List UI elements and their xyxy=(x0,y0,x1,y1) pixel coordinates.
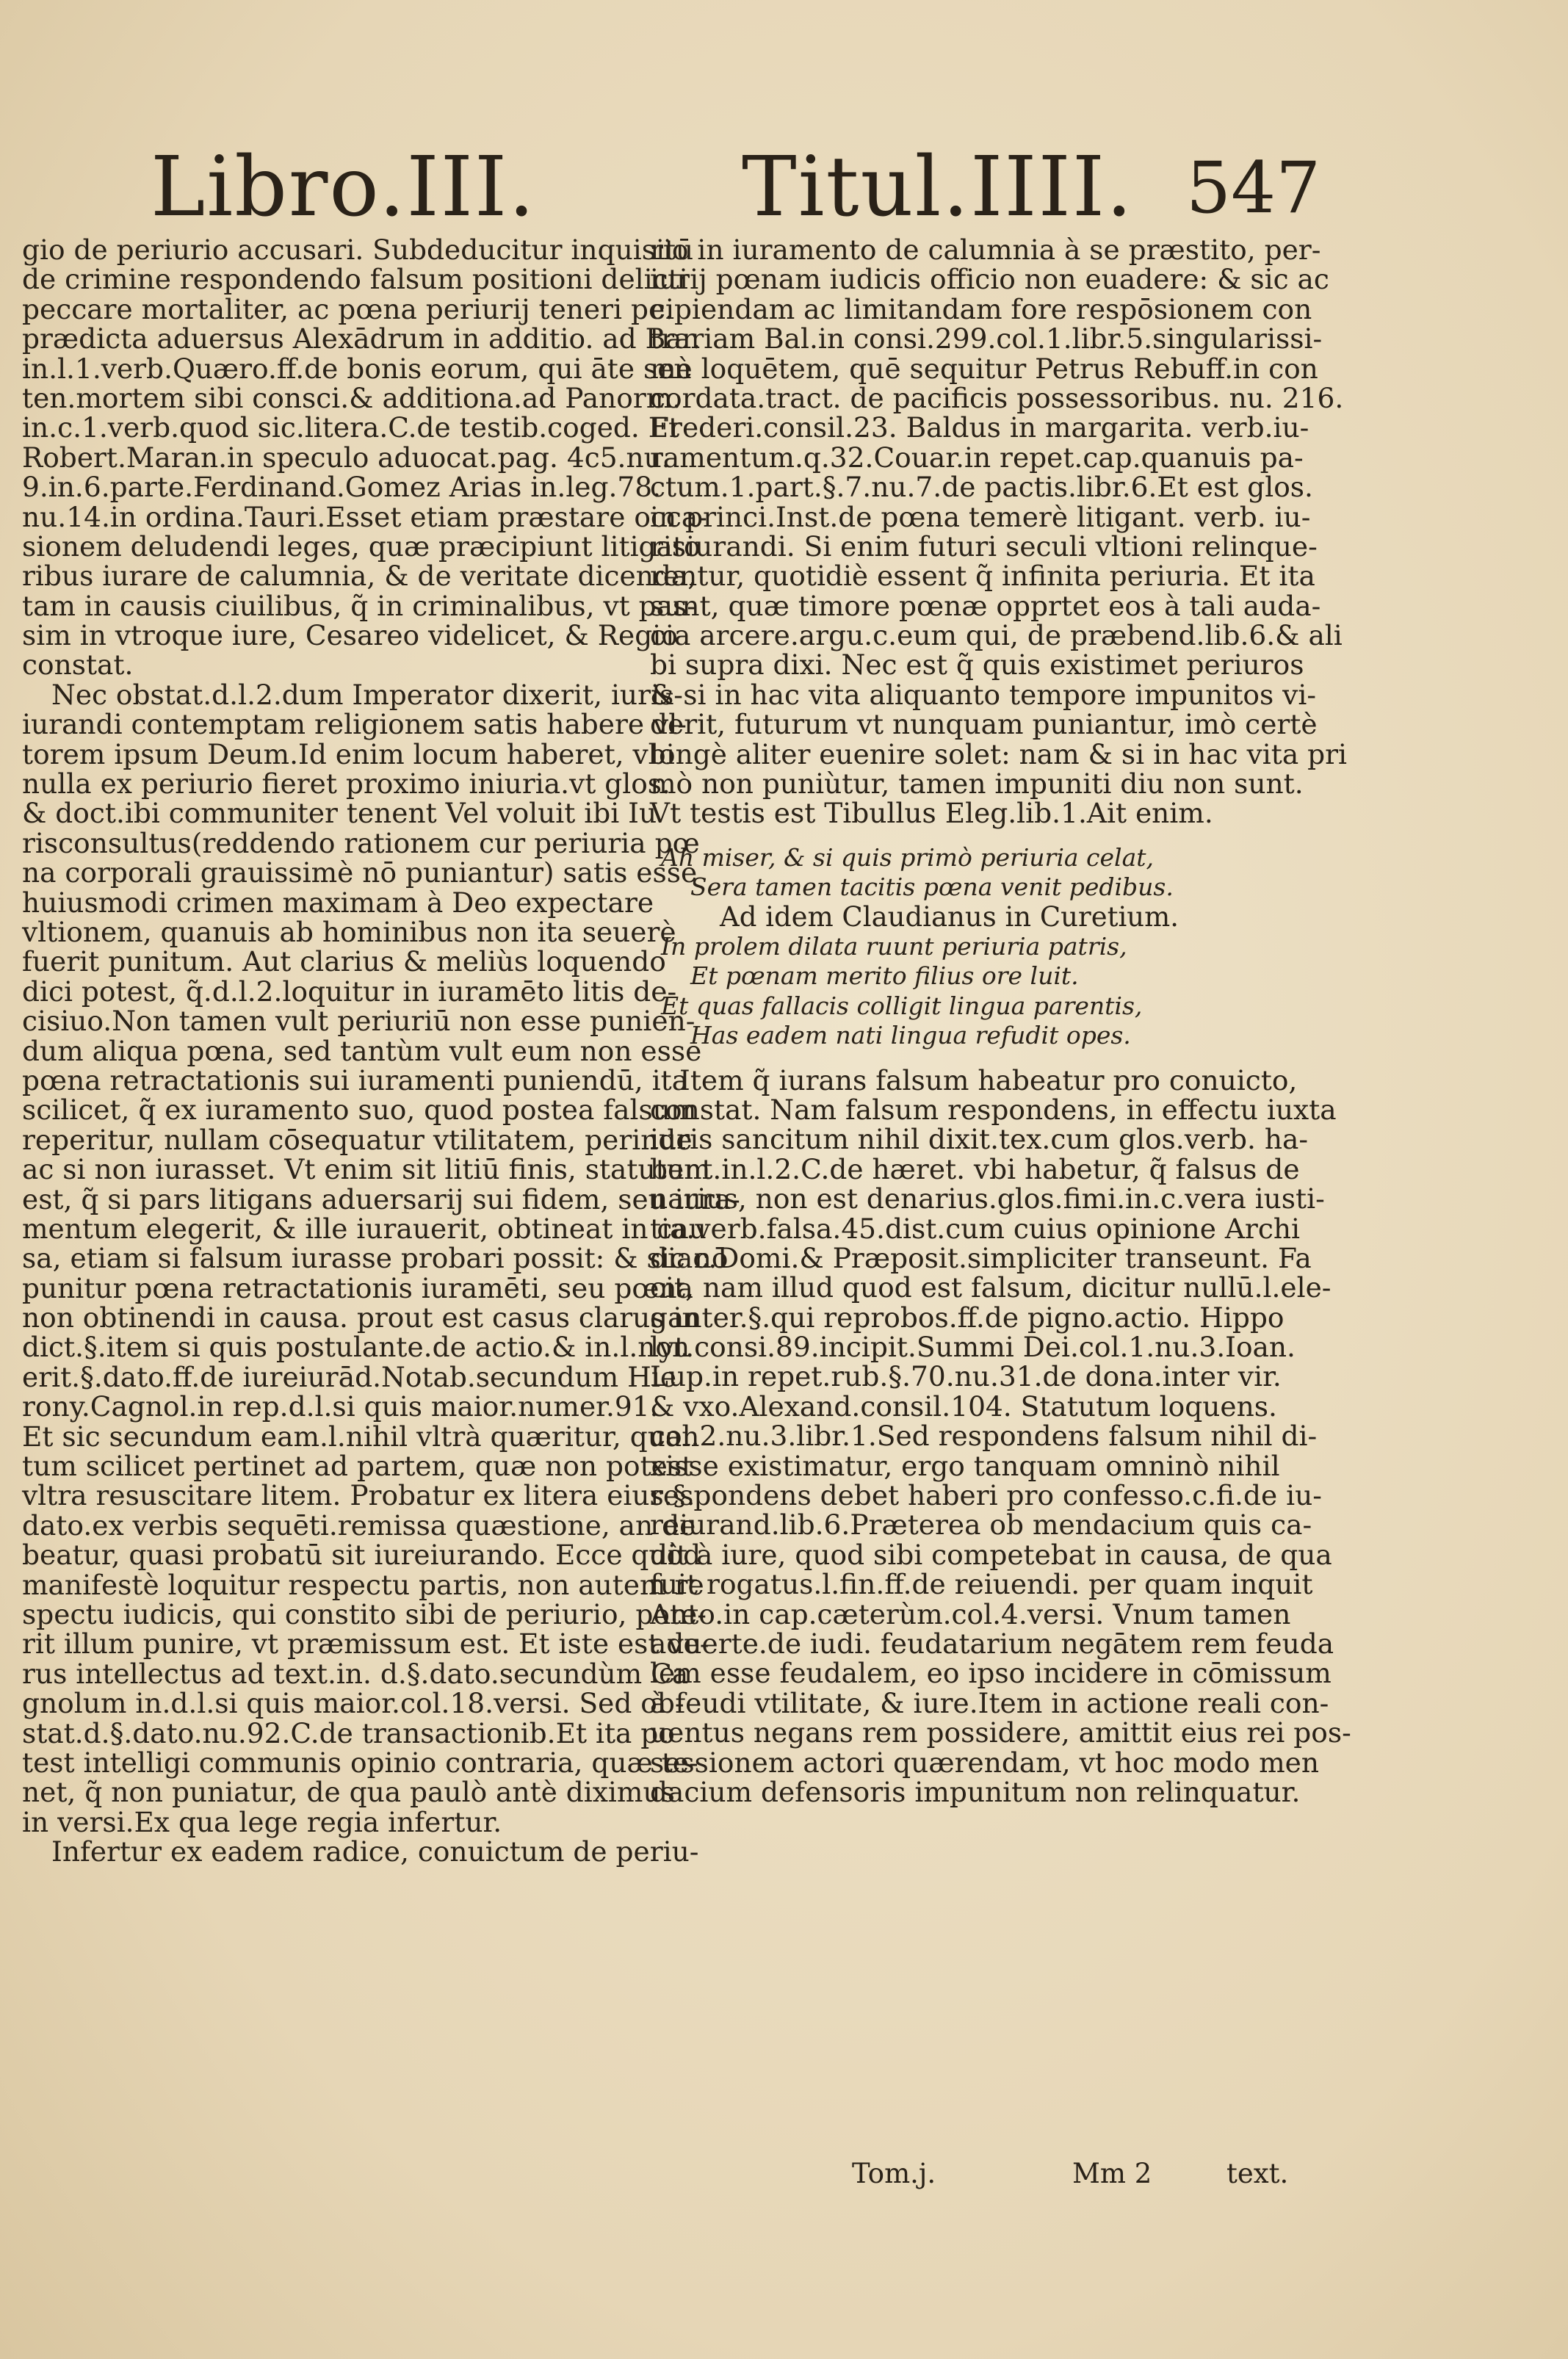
text-line: & si in hac vita aliquanto tempore impunitos vi- xyxy=(650,678,1317,711)
text-line: vltionem, quanuis ab hominibus non ita seuerè xyxy=(22,915,676,948)
header-book-number: Libro.III. xyxy=(151,140,536,235)
text-line: bent.in.l.2.C.de hæret. vbi habetur, q̃ falsus de xyxy=(650,1152,1300,1185)
text-line: ganter.§.qui reprobos.ff.de pigno.actio. Hippo xyxy=(650,1301,1285,1334)
right-text-column xyxy=(650,234,1351,1808)
text-line: risconsultus(reddendo rationem cur periuria pœ xyxy=(22,826,700,859)
text-line: narius, non est denarius.glos.fimi.in.c.vera iusti- xyxy=(650,1182,1325,1215)
text-line: manifestè loquitur respectu partis, non autem re xyxy=(22,1568,704,1601)
text-line: dum aliqua pœna, sed tantùm vult eum non esse xyxy=(22,1034,702,1067)
text-line: Et sic secundum eam.l.nihil vltrà quæritur, quan xyxy=(22,1420,700,1453)
right-paragraph-a xyxy=(650,234,1348,830)
text-line: uentus negans rem possidere, amittit eius rei pos- xyxy=(650,1716,1351,1749)
text-line: In prolem dilata ruunt periuria patris, xyxy=(661,931,1127,961)
text-line: sunt, quæ timore pœnæ opprtet eos à tali auda- xyxy=(650,589,1321,622)
text-line: est, q̃ si pars litigans aduersarij sui fidem, seu iura- xyxy=(22,1182,740,1215)
text-line: rio in iuramento de calumnia à se præstito, per- xyxy=(650,234,1321,266)
left-text-column xyxy=(22,234,740,1868)
text-line: iurandi contemptam religionem satis habere vl- xyxy=(22,708,687,741)
verse-heading: Ad idem Claudianus in Curetium. xyxy=(720,900,1179,933)
text-line: dici potest, q̃.d.l.2.loquitur in iuramēto litis de- xyxy=(22,975,677,1008)
text-line: Et pœnam merito filius ore luit. xyxy=(690,961,1079,991)
text-line: Infertur ex eadem radice, conuictum de periu- xyxy=(51,1835,699,1868)
text-line: na corporali grauissimè nō puniantur) satis esse xyxy=(22,856,698,889)
text-line: dit à iure, quod sibi competebat in causa, de qua xyxy=(650,1538,1332,1571)
text-line: in princi.Inst.de pœna temerè litigant. verb. iu- xyxy=(650,500,1311,533)
text-line: dacium defensoris impunitum non relinquatur. xyxy=(650,1775,1301,1808)
text-line: diac.Domi.& Præposit.simpliciter transeunt. Fa xyxy=(650,1241,1312,1274)
footer-tome: Tom.j. xyxy=(852,2158,936,2189)
text-line: gio de periurio accusari. Subdeducitur inquisitū xyxy=(22,234,694,266)
text-line: non obtinendi in causa. prout est casus clarus in xyxy=(22,1301,700,1334)
text-line: à feudi vtilitate, & iure.Item in actione reali con- xyxy=(650,1686,1329,1719)
text-line: Vt testis est Tibullus Eleg.lib.1.Ait enim. xyxy=(650,797,1213,830)
text-line: mò non puniùtur, tamen impuniti diu non sunt. xyxy=(650,767,1304,801)
text-line: gnolum in.d.l.si quis maior.col.18.versi. Sed ob- xyxy=(22,1687,684,1720)
page-number: 547 xyxy=(1186,147,1321,229)
text-line: Item q̃ iurans falsum habeatur pro conuicto, xyxy=(679,1063,1298,1097)
text-line: Et quas fallacis colligit lingua parentis, xyxy=(661,991,1143,1020)
text-line: mentum elegerit, & ille iurauerit, obtineat in cau xyxy=(22,1212,707,1245)
text-line: in versi.Ex qua lege regia infertur. xyxy=(22,1805,502,1838)
footer-catchword: text. xyxy=(1226,2158,1289,2189)
text-line: xisse existimatur, ergo tanquam omninò nihil xyxy=(650,1449,1280,1482)
text-line: rus intellectus ad text.in. d.§.dato.secundùm Ca xyxy=(22,1657,689,1690)
text-line: de crimine respondendo falsum positioni delicti xyxy=(22,263,688,296)
text-line: scilicet, q̃ ex iuramento suo, quod postea falsum xyxy=(22,1094,697,1127)
text-line: net, q̃ non puniatur, de qua paulò antè diximus xyxy=(22,1776,675,1809)
text-line: sim in vtroque iure, Cesareo videlicet, & Regio xyxy=(22,619,678,652)
text-line: Frederi.consil.23. Baldus in margarita. verb.iu- xyxy=(650,411,1309,444)
text-line: vltra resuscitare litem. Probatur ex litera eius.§. xyxy=(22,1479,696,1512)
text-line: stat.d.§.dato.nu.92.C.de transactionib.Et ita po xyxy=(22,1716,675,1749)
text-line: tum scilicet pertinet ad partem, quæ non potest xyxy=(22,1450,693,1483)
text-line: ribus iurare de calumnia, & de veritate dicenda, xyxy=(22,560,697,593)
text-line: torem ipsum Deum.Id enim locum haberet, vbi xyxy=(22,737,675,770)
text-line: trariam Bal.in consi.299.col.1.libr.5.singularissi- xyxy=(650,322,1323,355)
text-line: bi supra dixi. Nec est q̃ quis existimet periuros xyxy=(650,649,1304,682)
text-line: cia arcere.argu.c.eum qui, de præbend.lib.6.& ali xyxy=(650,619,1343,652)
text-line: in.c.1.verb.quod sic.litera.C.de testib.coged. Et xyxy=(22,411,680,444)
tibullus-verse xyxy=(650,843,1282,903)
text-line: rony.Cagnol.in rep.d.l.si quis maior.numer.91. xyxy=(22,1390,659,1423)
text-line: ten.mortem sibi consci.& additiona.ad Panorm. xyxy=(22,381,682,414)
text-line: reiurand.lib.6.Præterea ob mendacium quis ca- xyxy=(650,1509,1312,1542)
footer-signature-mark: Mm 2 xyxy=(1072,2158,1152,2189)
text-line: ac si non iurasset. Vt enim sit litiū finis, statutum xyxy=(22,1153,711,1186)
text-line: cit, nam illud quod est falsum, dicitur nullū.l.ele- xyxy=(650,1271,1332,1304)
text-line: huiusmodi crimen maximam à Deo expectare xyxy=(22,886,654,919)
text-line: respondens debet haberi pro confesso.c.fi.de iu- xyxy=(650,1479,1322,1512)
right-paragraph-b xyxy=(650,1063,1351,1808)
text-line: ctum.1.part.§.7.nu.7.de pactis.libr.6.Et est glos. xyxy=(650,471,1313,504)
text-line: rentur, quotidiè essent q̃ infinita periuria. Et ita xyxy=(650,560,1315,593)
text-line: erit.§.dato.ff.de iureiurād.Notab.secundum Hie xyxy=(22,1360,677,1393)
text-line: Nec obstat.d.l.2.dum Imperator dixerit, iuris- xyxy=(51,678,683,711)
text-line: sessionem actori quærendam, vt hoc modo men xyxy=(650,1746,1319,1779)
claudianus-verse xyxy=(650,932,1282,1051)
text-line: test intelligi communis opinio contraria, quæ te- xyxy=(22,1746,698,1779)
text-line: & vxo.Alexand.consil.104. Statutum loquens. xyxy=(650,1390,1277,1423)
running-header xyxy=(0,140,1568,242)
page-footer xyxy=(0,2158,1568,2194)
text-line: punitur pœna retractationis iuramēti, seu pœna xyxy=(22,1271,693,1304)
text-line: ramentum.q.32.Couar.in repet.cap.quanuis pa- xyxy=(650,441,1304,474)
text-line: in.l.1.verb.Quæro.ff.de bonis eorum, qui āte sen xyxy=(22,352,692,385)
header-title-number: Titul.IIII. xyxy=(742,140,1134,235)
text-line: rit illum punire, vt præmissum est. Et iste est ve- xyxy=(22,1628,709,1661)
text-line: dict.§.item si quis postulante.de actio.& in.l.non xyxy=(22,1331,690,1364)
text-line: tia.verb.falsa.45.dist.cum cuius opinione Archi xyxy=(650,1212,1301,1245)
text-line: fuerit punitum. Aut clarius & meliùs loquendo xyxy=(22,945,666,978)
text-line: derit, futurum vt nunquam puniantur, imò certè xyxy=(650,708,1318,741)
text-line: sa, etiam si falsum iurasse probari possit: & sic nō xyxy=(22,1242,729,1275)
text-line: aduerte.de iudi. feudatarium negātem rem feuda xyxy=(650,1627,1334,1660)
text-line: col.2.nu.3.libr.1.Sed respondens falsum nihil di- xyxy=(650,1420,1318,1453)
text-line: prædicta aduersus Alexādrum in additio. ad Bar. xyxy=(22,322,701,355)
text-line: constat. Nam falsum respondens, in effectu iuxta xyxy=(650,1093,1337,1126)
text-line: dato.ex verbis sequēti.remissa quæstione, an de xyxy=(22,1509,696,1542)
text-line: constat. xyxy=(22,649,134,682)
text-line: peccare mortaliter, ac pœna periurij teneri pe. xyxy=(22,292,674,325)
text-line: risiurandi. Si enim futuri seculi vltioni relinque- xyxy=(650,530,1318,563)
text-line: nulla ex periurio fieret proximo iniuria.vt glos. xyxy=(22,767,671,801)
text-line: spectu iudicis, qui constito sibi de periurio, pote- xyxy=(22,1597,707,1630)
text-line: Lup.in repet.rub.§.70.nu.31.de dona.inter vir. xyxy=(650,1360,1282,1393)
text-line: longè aliter euenire solet: nam & si in hac vita pri xyxy=(650,737,1348,770)
text-line: sionem deludendi leges, quæ præcipiunt litigato xyxy=(22,530,701,563)
text-line: 9.in.6.parte.Ferdinand.Gomez Arias in.leg.78. xyxy=(22,471,662,504)
text-line: pœna retractationis sui iuramenti puniendū, ita xyxy=(22,1063,689,1097)
text-line: Ah miser, & si quis primò periuria celat, xyxy=(661,842,1155,872)
text-line: reperitur, nullam cōsequatur vtilitatem, perinde xyxy=(22,1123,693,1156)
text-line: tam in causis ciuilibus, q̃ in criminalibus, vt pas- xyxy=(22,589,696,622)
text-line: nu.14.in ordina.Tauri.Esset etiam præstare occa- xyxy=(22,500,707,533)
text-line: fuit rogatus.l.fin.ff.de reiuendi. per quam inquit xyxy=(650,1568,1313,1601)
text-line: & doct.ibi communiter tenent Vel voluit ibi Iu xyxy=(22,797,657,830)
text-line: Sera tamen tacitis pœna venit pedibus. xyxy=(690,873,1174,902)
text-line: cordata.tract. de pacificis possessoribus. nu. 216. xyxy=(650,381,1344,414)
text-line: lyt.consi.89.incipit.Summi Dei.col.1.nu.3.Ioan. xyxy=(650,1331,1296,1364)
text-line: Robert.Maran.in speculo aduocat.pag. 4c5.nu. xyxy=(22,441,671,474)
text-line: cisiuo.Non tamen vult periuriū non esse punien- xyxy=(22,1005,696,1038)
text-line: beatur, quasi probatū sit iureiurando. Ecce quòd xyxy=(22,1539,701,1572)
text-line: Anto.in cap.cæterùm.col.4.versi. Vnum tamen xyxy=(650,1597,1291,1630)
text-line: mè loquētem, quē sequitur Petrus Rebuff.in con xyxy=(650,352,1318,385)
text-line: lem esse feudalem, eo ipso incidere in cōmissum xyxy=(650,1657,1332,1690)
text-line: iuris sancitum nihil dixit.tex.cum glos.verb. ha- xyxy=(650,1123,1309,1156)
text-line: Has eadem nati lingua refudit opes. xyxy=(690,1021,1131,1050)
text-line: iurij pœnam iudicis officio non euadere: & sic ac xyxy=(650,263,1329,296)
text-line: cipiendam ac limitandam fore respōsionem con xyxy=(650,292,1312,325)
